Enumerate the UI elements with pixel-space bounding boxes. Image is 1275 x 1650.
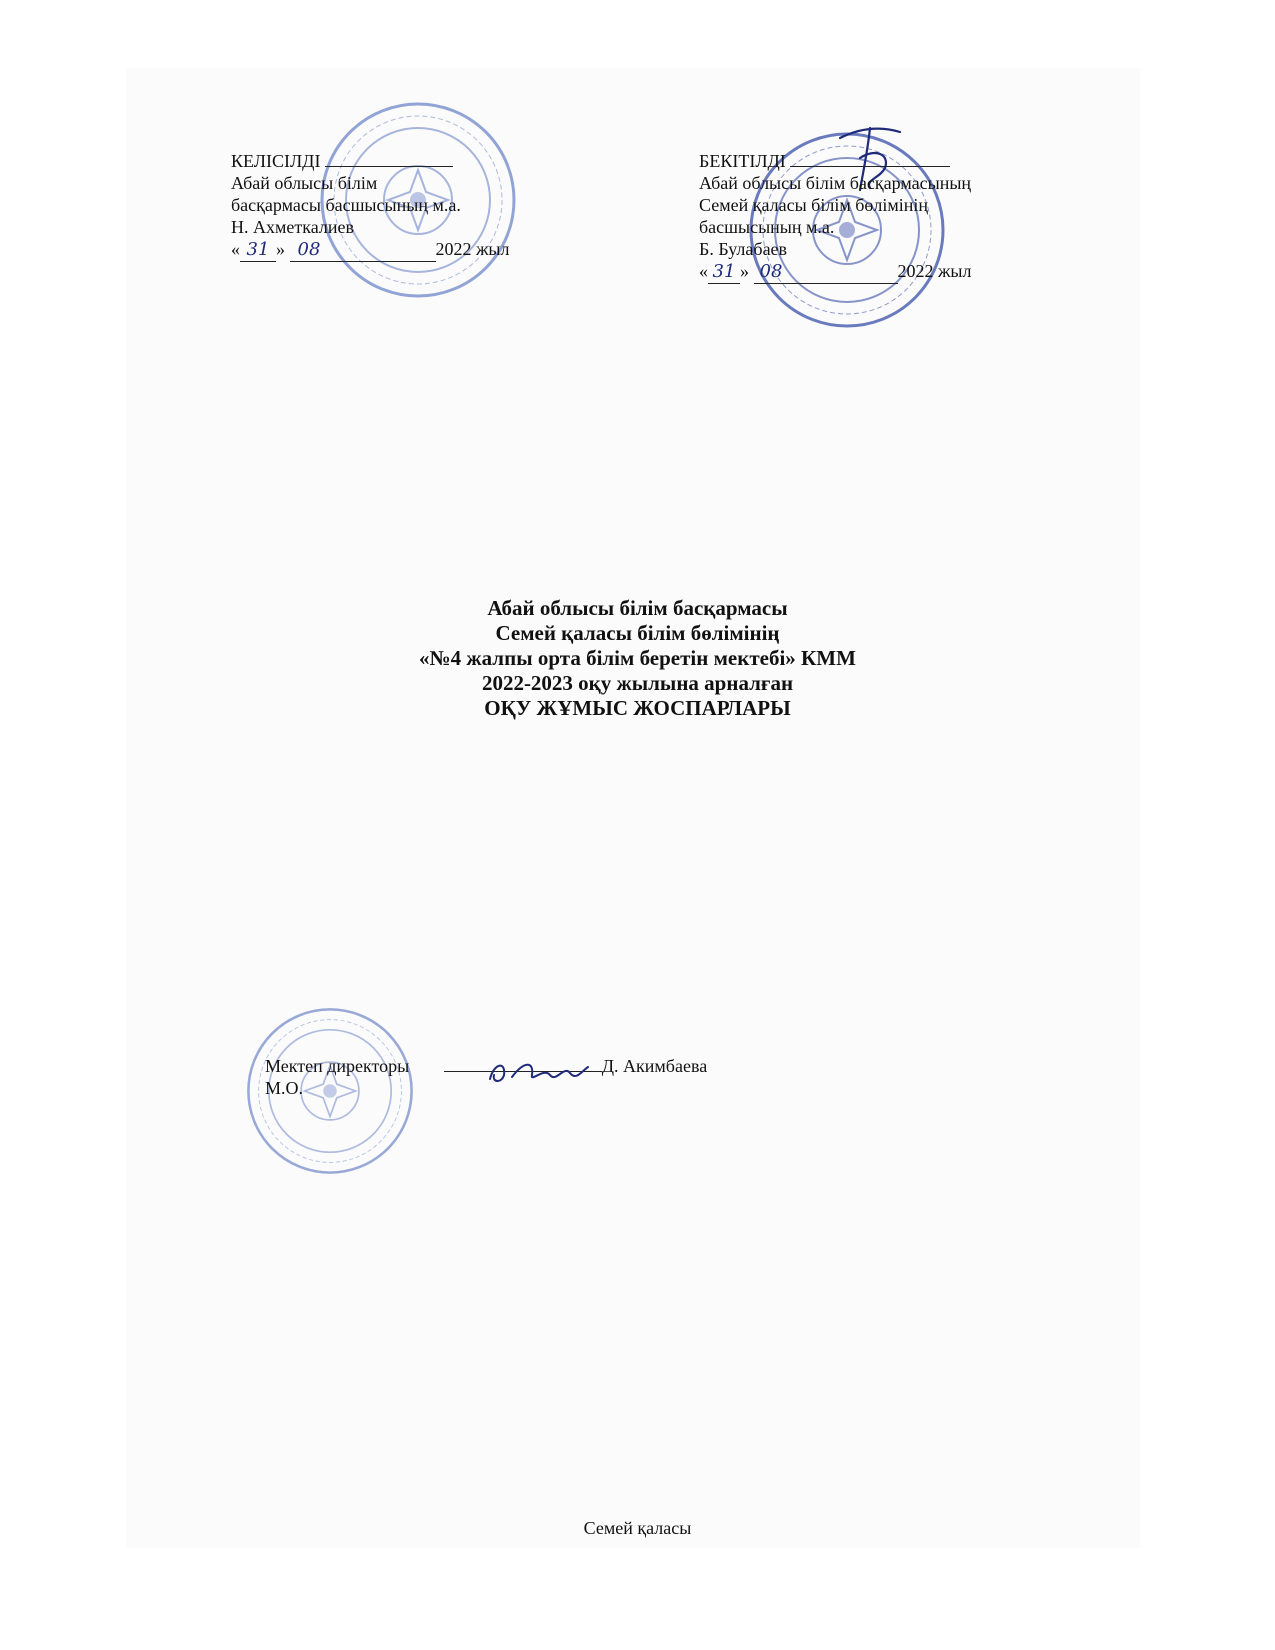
title-line-5: ОҚУ ЖҰМЫС ЖОСПАРЛАРЫ: [484, 696, 791, 720]
approved-signature-line: [790, 166, 950, 167]
agreed-date: [231, 238, 510, 262]
director-role: Мектеп директоры: [265, 1056, 410, 1076]
document-title: [0, 596, 1275, 721]
title-line-3: «№4 жалпы орта білім беретін мектебі» КММ: [419, 646, 856, 670]
approved-line-2: Семей қаласы білім бөлімінің: [699, 195, 929, 215]
date-open-quote: «: [699, 261, 708, 281]
agreed-date-month: 08: [290, 239, 436, 262]
director-name: Д. Акимбаева: [601, 1056, 708, 1076]
approved-line-1: Абай облысы білім басқармасының: [699, 173, 972, 193]
agreed-line-1: Абай облысы білім: [231, 173, 378, 193]
agreed-date-year: 2022 жыл: [435, 239, 510, 259]
approved-heading: БЕКІТІЛДІ: [699, 151, 786, 171]
director-block: [265, 1055, 707, 1099]
approved-date-year: 2022 жыл: [897, 261, 972, 281]
agreed-signature-line: [325, 166, 453, 167]
approved-block: [699, 150, 972, 284]
agreed-line-2: басқармасы басшысының м.а.: [231, 195, 461, 215]
document-page: [126, 68, 1140, 1548]
director-signature-line: [444, 1071, 602, 1072]
approved-name: Б. Булабаев: [699, 239, 788, 259]
approved-date-day: 31: [708, 261, 740, 284]
date-close-quote: »: [276, 239, 285, 259]
city-footer: Семей қаласы: [583, 1518, 692, 1538]
date-open-quote: «: [231, 239, 240, 259]
agreed-name: Н. Ахметкалиев: [231, 217, 354, 237]
agreed-heading: КЕЛІСІЛДІ: [231, 151, 321, 171]
agreed-block: [231, 150, 510, 262]
title-line-1: Абай облысы білім басқармасы: [487, 596, 788, 620]
approved-line-3: басшысының м.а.: [699, 217, 835, 237]
date-close-quote: »: [740, 261, 749, 281]
stamp-place-mark: М.О.: [265, 1078, 304, 1098]
approved-date: [699, 260, 972, 284]
agreed-date-day: 31: [240, 239, 276, 262]
title-line-4: 2022-2023 оқу жылына арналған: [481, 671, 794, 695]
title-line-2: Семей қаласы білім бөлімінің: [495, 621, 780, 645]
director-signature: [484, 1057, 594, 1089]
approved-date-month: 08: [754, 261, 898, 284]
